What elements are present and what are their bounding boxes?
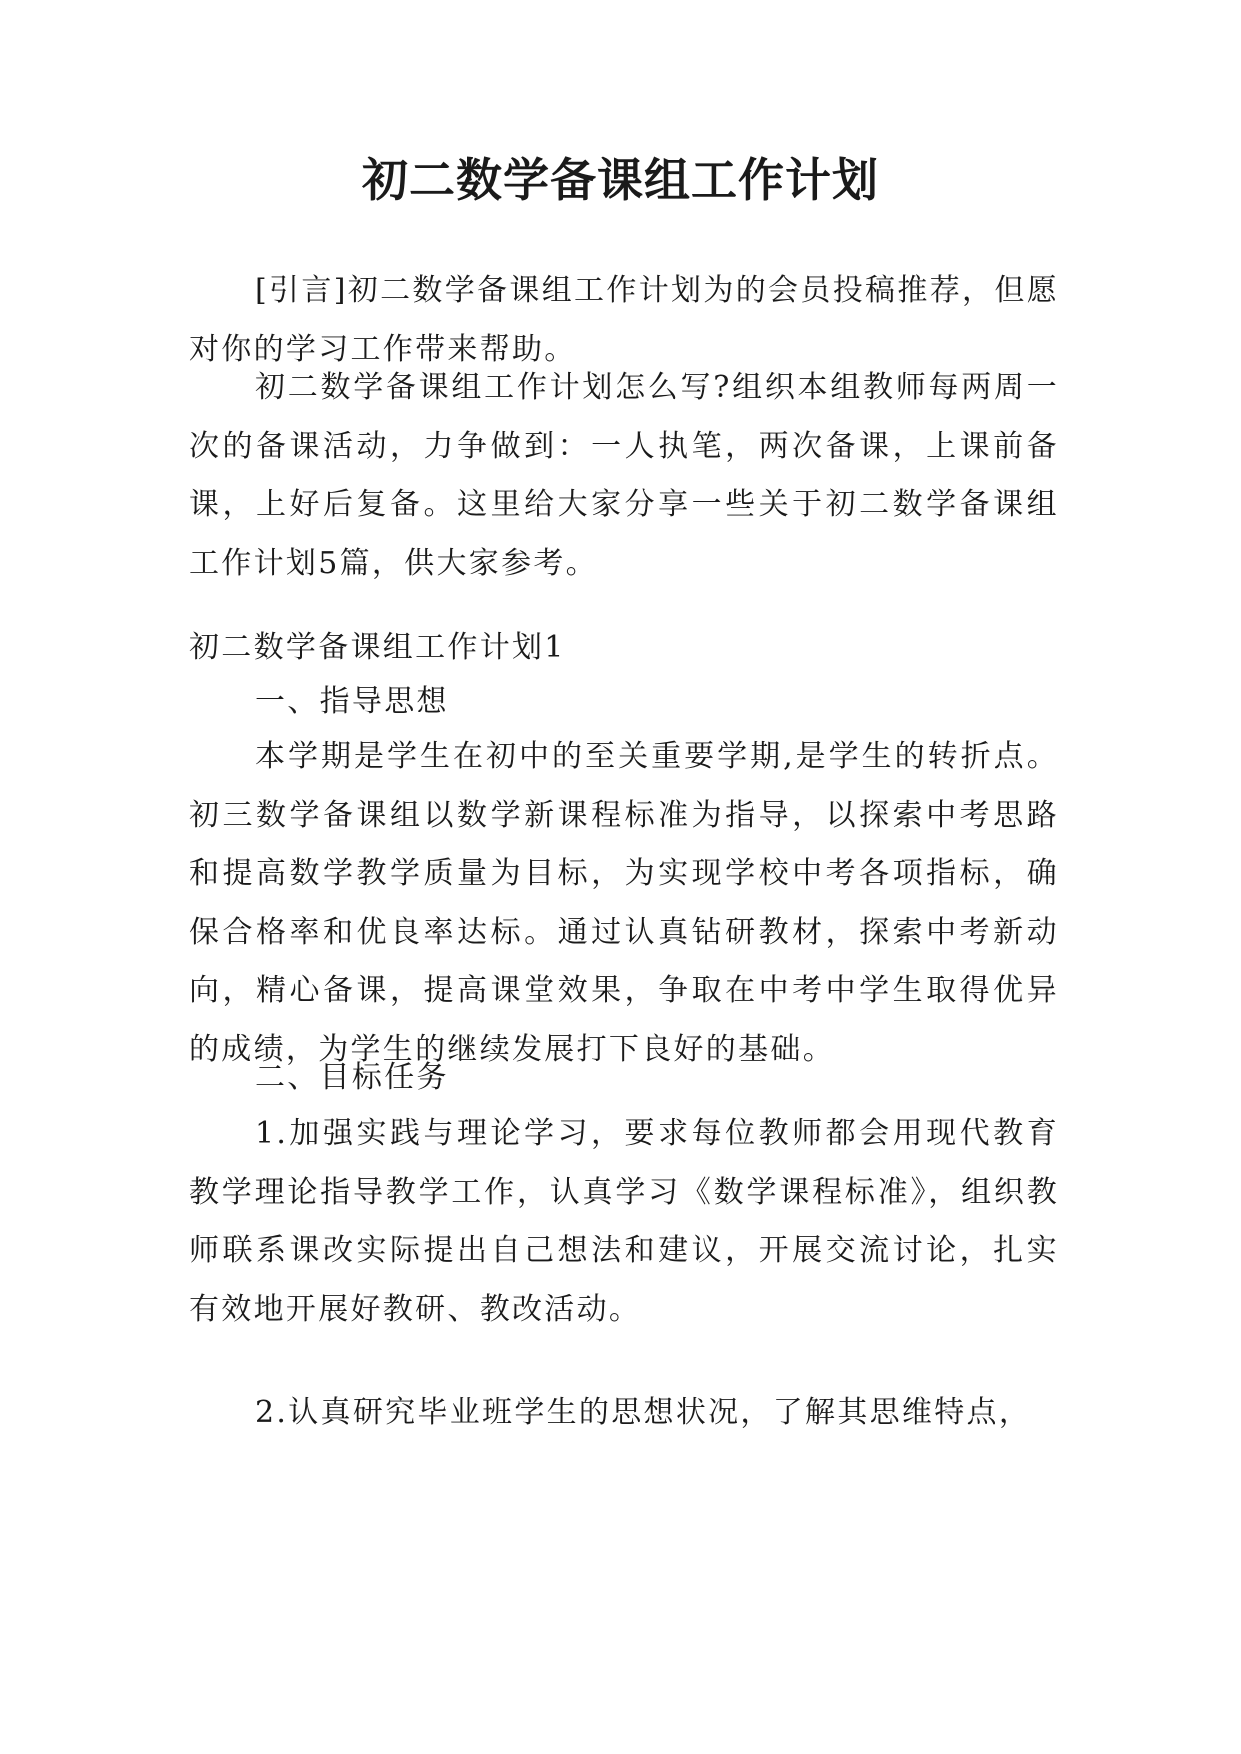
goal-item-2: 2.认真研究毕业班学生的思想状况，了解其思维特点，: [255, 1395, 1032, 1430]
heading-goals-tasks: 二、目标任务: [255, 1060, 449, 1095]
heading-guiding-ideology: 一、指导思想: [255, 684, 449, 719]
intro-paragraph: [引言]初二数学备课组工作计划为的会员投稿推荐，但愿对你的学习工作带来帮助。: [189, 273, 1059, 367]
guiding-ideology-paragraph: 本学期是学生在初中的至关重要学期,是学生的转折点。初三数学备课组以数学新课程标准为指导，以探索中考思路和提高数学教学质量为目标，为实现学校中考各项指标，确保合格率和优良率达标。通过认真钻研教材，探索中考新动向，精心备课，提高课堂效果，争取在中考中学生取得优异的成绩，为学生的继续发展打下良好的基础。: [189, 739, 1059, 1067]
summary-paragraph: 初二数学备课组工作计划怎么写?组织本组教师每两周一次的备课活动，力争做到：一人执笔，两次备课，上课前备课，上好后复备。这里给大家分享一些关于初二数学备课组工作计划5篇，供大家参考。: [189, 370, 1059, 581]
section-title: 初二数学备课组工作计划1: [189, 630, 566, 665]
document-title: 初二数学备课组工作计划: [362, 153, 879, 207]
goal-item-1: 1.加强实践与理论学习，要求每位教师都会用现代教育教学理论指导教学工作，认真学习《数学课程标准》，组织教师联系课改实际提出自己想法和建议，开展交流讨论，扎实有效地开展好教研、教改活动。: [189, 1116, 1059, 1327]
